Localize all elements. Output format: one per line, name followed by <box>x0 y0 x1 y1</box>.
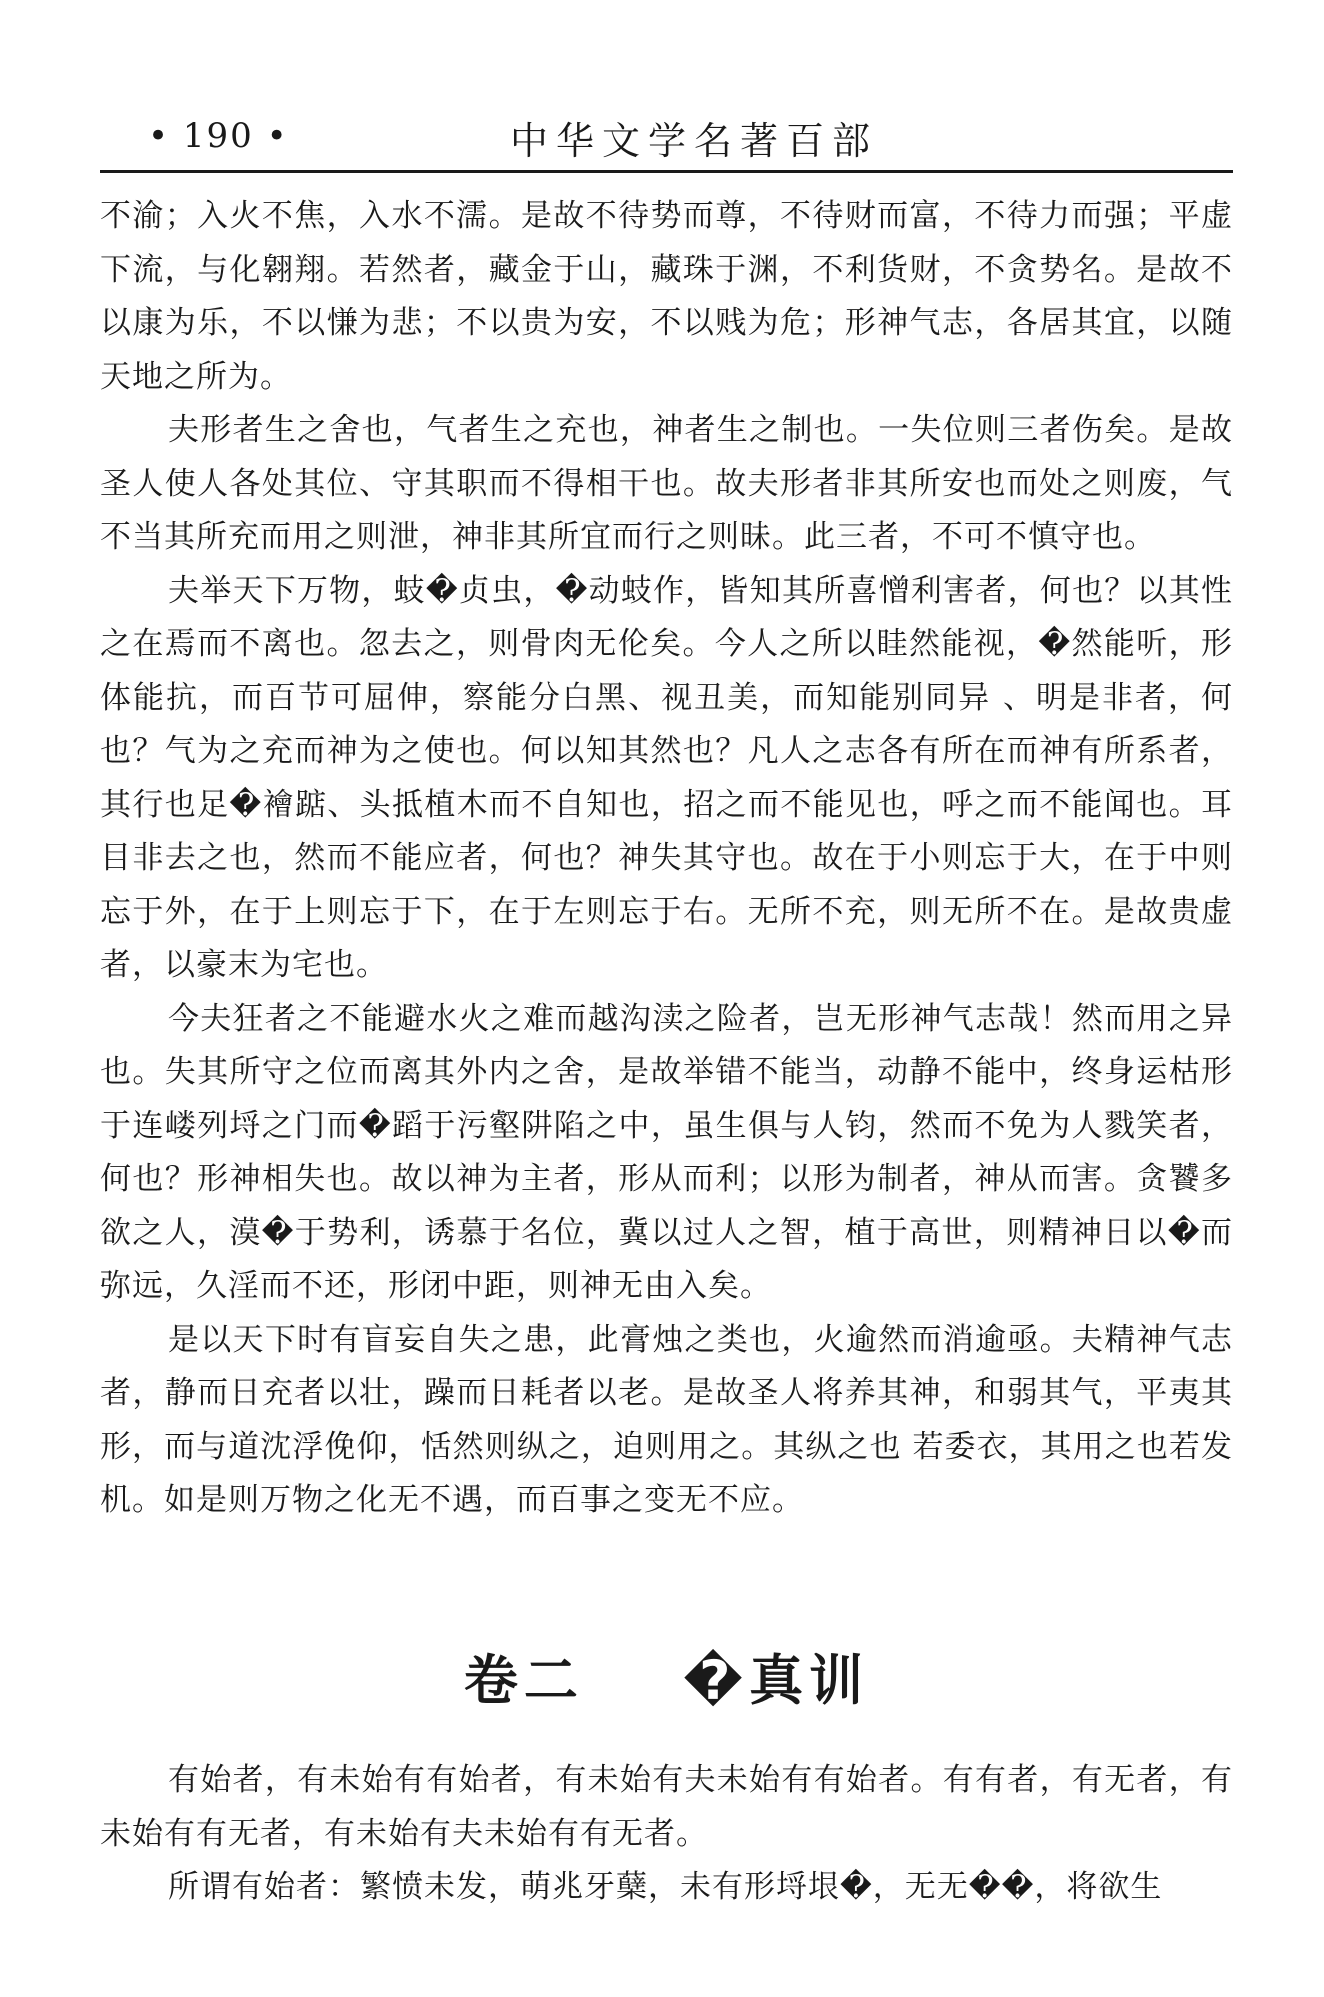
paragraph: 不渝；入火不焦，入水不濡。是故不待势而尊，不待财而富，不待力而强；平虚下流，与化翱翔。若然者，藏金于山，藏珠于渊，不利货财，不贪势名。是故不以康为乐，不以慊为悲；不以贵为安，不以贱为危；形神气志，各居其宜，以随天地之所为。 <box>100 198 1233 395</box>
header-divider <box>100 170 1233 173</box>
body-text <box>100 190 1233 1528</box>
paragraph: 是以天下时有盲妄自失之患，此膏烛之类也，火逾然而消逾亟。夫精神气志者，静而日充者以壮，躁而日耗者以老。是故圣人将养其神，和弱其气，平夷其形，而与道沈浮俛仰，恬然则纵之，迫则用之。其纵之也 若委衣，其用之也若发机。如是则万物之化无不遇，而百事之变无不应。 <box>100 1321 1233 1518</box>
chapter-title: 卷二 �真训 <box>463 1649 870 1712</box>
book-page <box>100 0 1233 1997</box>
page-number: • 190 • <box>148 116 289 156</box>
paragraph: 有始者，有未始有有始者，有未始有夫未始有有始者。有有者，有无者，有未始有有无者，有未始有夫未始有有无者。 <box>100 1762 1233 1852</box>
page-header <box>100 108 1233 168</box>
running-title: 中华文学名著百部 <box>510 119 879 163</box>
chapter-text <box>100 1754 1233 1915</box>
paragraph: 夫举天下万物，蚑�贞虫，�动蚑作，皆知其所喜憎利害者，何也？以其性之在焉而不离也。忽去之，则骨肉无伦矣。今人之所以眭然能视，�然能听，形体能抗，而百节可屈伸，察能分白黑、视丑美，而知能别同异 、明是非者，何也？气为之充而神为之使也。何以知其然也？凡人之志各有所在而神有所系者，其行也足�襘踮、头抵植木而不自知也，招之而不能见也，呼之而不能闻也。耳目非去之也，然而不能应者，何也？神失其守也。故在于小则忘于大，在于中则忘于外，在于上则忘于下，在于左则忘于右。无所不充，则无所不在。是故贵虚者，以豪末为宅也。 <box>100 572 1233 983</box>
paragraph: 今夫狂者之不能避水火之难而越沟渎之险者，岂无形神气志哉！然而用之异也。失其所守之位而离其外内之舍，是故举错不能当，动静不能中，终身运枯形于连嵝列埒之门而�蹈于污壑阱陷之中，虽生俱与人钧，然而不免为人戮笑者，何也？形神相失也。故以神为主者，形从而利；以形为制者，神从而害。贪饕多欲之人，漠�于势利，诱慕于名位，冀以过人之智，植于高世，则精神日以�而弥远，久淫而不还，形闭中距，则神无由入矣。 <box>100 1000 1233 1304</box>
paragraph: 所谓有始者：繁愤未发，萌兆牙蘖，未有形埒垠�，无无��，将欲生 <box>168 1869 1163 1905</box>
paragraph: 夫形者生之舍也，气者生之充也，神者生之制也。一失位则三者伤矣。是故圣人使人各处其位、守其职而不得相干也。故夫形者非其所安也而处之则废，气不当其所充而用之则泄，神非其所宜而行之则昧。此三者，不可不慎守也。 <box>100 412 1233 555</box>
